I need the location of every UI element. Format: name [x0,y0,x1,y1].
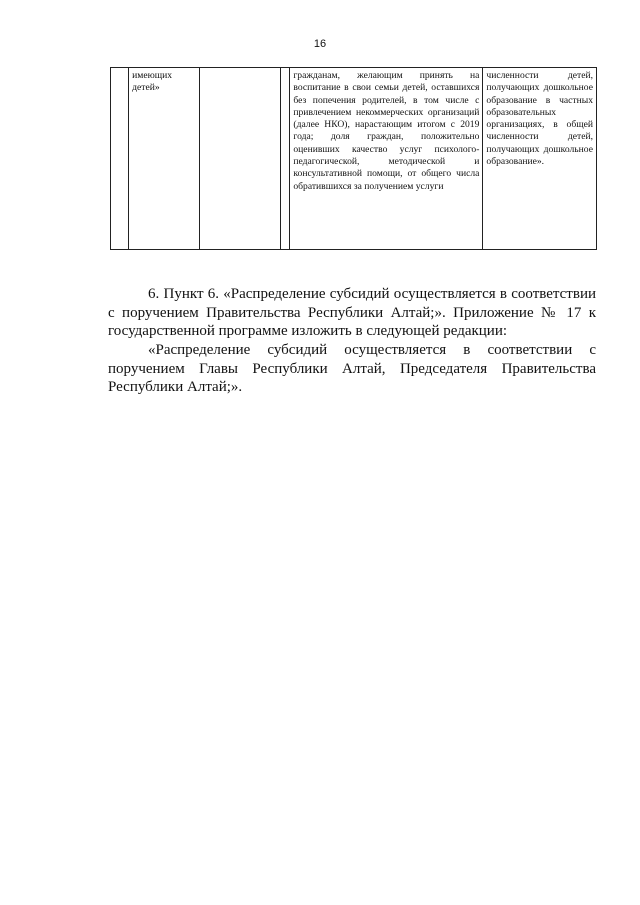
paragraph-new-wording: «Распределение субсидий осуществляется в соответствии с поручением Главы Республики Алтай, Председателя Правительства Республики Алтай;». [108,342,596,395]
paragraph-amendment-6: 6. Пункт 6. «Распределение субсидий осуществляется в соответствии с поручением Правительства Республики Алтай;». Приложение № 17 к государственной программе изложить в следующей редакции: [108,286,596,339]
table-row [111,68,597,250]
table-cell-results: численности детей, получающих дошкольное образование в частных образовательных организациях, в общей численности детей, получающих дошкольное образование». [483,68,597,250]
table-cell-number [111,68,129,250]
continuation-table [110,67,597,250]
table-cell-narrow [281,68,290,250]
table-cell-indicators: гражданам, желающим принять на воспитание в свои семьи детей, оставшихся без попечения родителей, в том числе с привлечением некоммерческих организаций (далее НКО), нарастающим итогом с 2019 года; доля граждан, положительно оценивших качество услуг психолого-педагогической, методической и консультативной помощи, от общего числа обратившихся за получением услуги [290,68,483,250]
page-number: 16 [313,38,327,50]
table-cell-name: имеющих детей» [129,68,199,250]
table-cell-empty [199,68,281,250]
